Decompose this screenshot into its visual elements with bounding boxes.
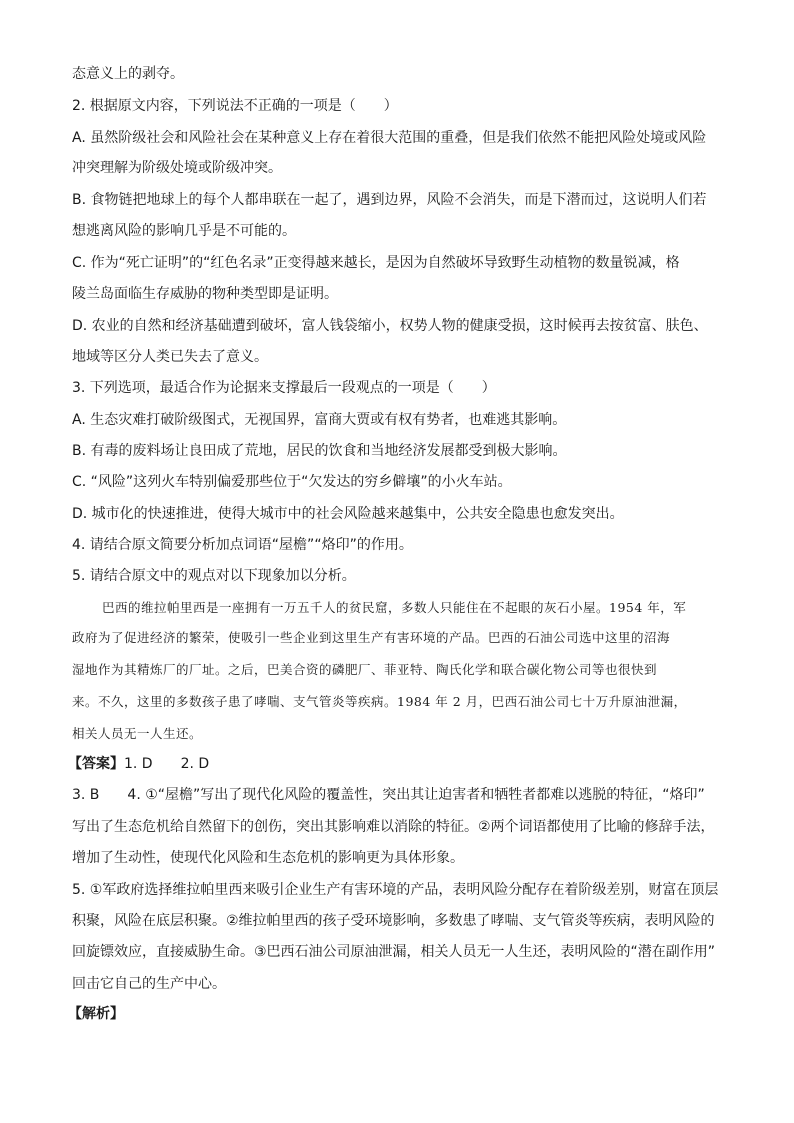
quote-line: 来。不久，这里的多数孩子患了哮喘、支气管炎等疾病。1984 年 2 月，巴西石油公司七十万升原油泄漏， [72,694,687,709]
text-line: 冲突理解为阶级处境或阶级冲突。 [72,160,282,176]
analysis-tag: 【解析】 [68,1006,124,1022]
answer-line: 3. B 4. ①“屋檐”写出了现代化风险的覆盖性，突出其让迫害者和牺牲者都难以逃脱的特征，“烙印” [72,787,705,803]
question-5-stem: 5. 请结合原文中的观点对以下现象加以分析。 [72,568,356,584]
q3-option-c: C. “风险”这列火车特别偏爱那些位于“欠发达的穷乡僻壤”的小火车站。 [72,474,512,490]
q3-option-d: D. 城市化的快速推进，使得大城市中的社会风险越来越集中，公共安全隐患也愈发突出。 [72,506,624,522]
q2-option-c: C. 作为“死亡证明”的“红色名录”正变得越来越长，是因为自然破坏导致野生动植物的数量锐减，格 [72,255,680,271]
text-line: 想逃离风险的影响几乎是不可能的。 [72,223,296,239]
quote-line: 巴西的维拉帕里西是一座拥有一万五千人的贫民窟，多数人只能住在不起眼的灰石小屋。1954 年，军 [102,600,687,615]
answer-line: 写出了生态危机给自然留下的创伤，突出其影响难以消除的特征。②两个词语都使用了比喻的修辞手法， [72,819,715,835]
answer-header [68,754,209,774]
q2-option-a: A. 虽然阶级社会和风险社会在某种意义上存在着很大范围的重叠，但是我们依然不能把风险处境或风险 [72,130,707,146]
quote-line: 相关人员无一人生还。 [72,726,203,741]
q2-option-d: D. 农业的自然和经济基础遭到破坏，富人钱袋缩小，权势人物的健康受损，这时候再去按贫富、肤色、 [72,318,708,334]
q3-option-a: A. 生态灾难打破阶级图式，无视国界，富商大贾或有权有势者，也难逃其影响。 [72,412,567,428]
text-line: 态意义上的剥夺。 [72,66,184,82]
answer-tag: 【答案】 [68,756,124,772]
answer-text: 1. D 2. D [124,756,210,772]
question-2-stem: 2. 根据原文内容，下列说法不正确的一项是（ ） [72,98,398,114]
answer-line: 5. ①军政府选择维拉帕里西来吸引企业生产有害环境的产品，表明风险分配存在着阶级差别，财富在顶层 [72,882,719,898]
quote-line: 湿地作为其精炼厂的厂址。之后，巴美合资的磷肥厂、菲亚特、陶氏化学和联合碳化物公司等也很快到 [72,662,658,677]
quote-line: 政府为了促进经济的繁荣，使吸引一些企业到这里生产有害环境的产品。巴西的石油公司选中这里的沼海 [72,630,671,645]
question-3-stem: 3. 下列选项，最适合作为论据来支撑最后一段观点的一项是（ ） [72,380,496,396]
text-line: 地域等区分人类已失去了意义。 [72,349,268,365]
q3-option-b: B. 有毒的废料场让良田成了荒地，居民的饮食和当地经济发展都受到极大影响。 [72,443,567,459]
answer-line: 积聚，风险在底层积聚。②维拉帕里西的孩子受环境影响，多数患了哮喘、支气管炎等疾病，表明风险的 [72,913,715,929]
answer-line: 回旋镖效应，直接威胁生命。③巴西石油公司原油泄漏，相关人员无一人生还，表明风险的“潜在副作用” [72,944,716,960]
question-4-stem: 4. 请结合原文简要分析加点词语“屋檐”“烙印”的作用。 [72,537,413,553]
text-line: 陵兰岛面临生存威胁的物种类型即是证明。 [72,286,338,302]
answer-line: 增加了生动性，使现代化风险和生态危机的影响更为具体形象。 [72,850,464,866]
q2-option-b: B. 食物链把地球上的每个人都串联在一起了，遇到边界，风险不会消失，而是下潜而过，这说明人们若 [72,192,707,208]
answer-line: 回击它自己的生产中心。 [72,976,226,992]
